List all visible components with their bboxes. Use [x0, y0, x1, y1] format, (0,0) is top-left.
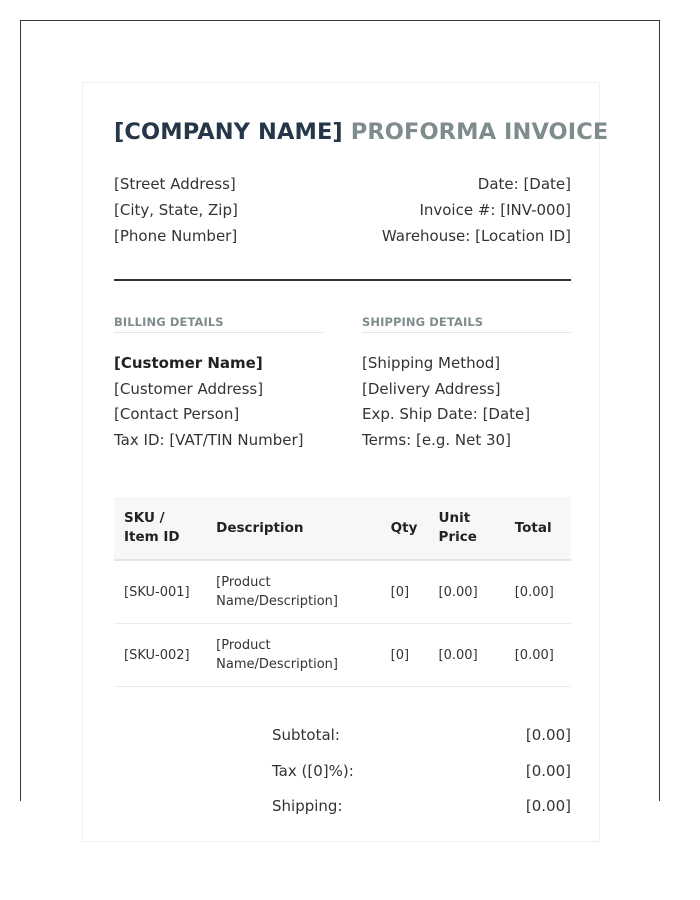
seller-city-state-zip: [City, State, Zip]	[114, 201, 238, 219]
page-viewport	[20, 20, 660, 815]
payment-terms: Terms: [e.g. Net 30]	[362, 431, 511, 450]
table-row	[114, 624, 571, 687]
seller-address-block	[114, 171, 238, 249]
line-items-table	[114, 497, 571, 687]
row-qty: [0]	[381, 624, 429, 687]
billing-details-section	[114, 315, 323, 454]
row-total: [0.00]	[505, 624, 571, 687]
column-header-unit-price: Unit Price	[429, 497, 505, 560]
totals-section	[272, 723, 571, 830]
invoice-document	[82, 82, 609, 842]
shipping-method: [Shipping Method]	[362, 354, 501, 372]
tax-value: [0.00]	[525, 761, 571, 780]
shipping-value: [0.00]	[525, 797, 571, 815]
invoice-meta-block	[382, 171, 571, 249]
seller-street: [Street Address]	[114, 175, 236, 193]
column-header-total: Total	[505, 497, 571, 560]
customer-address: [Customer Address]	[114, 379, 264, 398]
warehouse-id: Warehouse: [Location ID]	[381, 227, 571, 245]
invoice-number: Invoice #: [INV-000]	[419, 201, 571, 219]
delivery-address: [Delivery Address]	[362, 379, 501, 398]
row-description: [Product Name/Description]	[206, 624, 381, 687]
subtotal-label: Subtotal:	[272, 726, 340, 744]
subtotal-row	[272, 723, 571, 759]
table-row	[114, 560, 571, 624]
row-description: [Product Name/Description]	[206, 560, 381, 624]
column-header-qty: Qty	[381, 497, 429, 560]
shipping-label: Shipping:	[272, 797, 343, 815]
shipping-row	[272, 794, 571, 830]
contact-person: [Contact Person]	[114, 405, 240, 424]
invoice-date: Date: [Date]	[477, 175, 571, 193]
subtotal-value: [0.00]	[525, 726, 571, 744]
column-header-description: Description	[206, 497, 381, 560]
shipping-details-section	[362, 315, 571, 454]
column-header-sku: SKU / Item ID	[114, 497, 206, 560]
row-unit-price: [0.00]	[429, 624, 505, 687]
company-name: [COMPANY NAME]	[114, 119, 343, 145]
header-divider	[114, 279, 571, 281]
tax-label: Tax ([0]%):	[272, 761, 354, 780]
invoice-title	[114, 119, 608, 145]
row-total: [0.00]	[505, 560, 571, 624]
billing-details-heading: BILLING DETAILS	[114, 315, 323, 333]
tax-id: Tax ID: [VAT/TIN Number]	[114, 431, 304, 450]
row-sku: [SKU-001]	[114, 560, 206, 624]
seller-phone: [Phone Number]	[114, 227, 238, 245]
document-type: PROFORMA INVOICE	[350, 119, 609, 145]
row-sku: [SKU-002]	[114, 624, 206, 687]
expected-ship-date: Exp. Ship Date: [Date]	[362, 405, 531, 424]
row-qty: [0]	[381, 560, 429, 624]
row-unit-price: [0.00]	[429, 560, 505, 624]
customer-name: [Customer Name]	[114, 354, 263, 372]
table-header-row	[114, 497, 571, 560]
tax-row	[272, 759, 571, 795]
shipping-details-heading: SHIPPING DETAILS	[362, 315, 571, 333]
